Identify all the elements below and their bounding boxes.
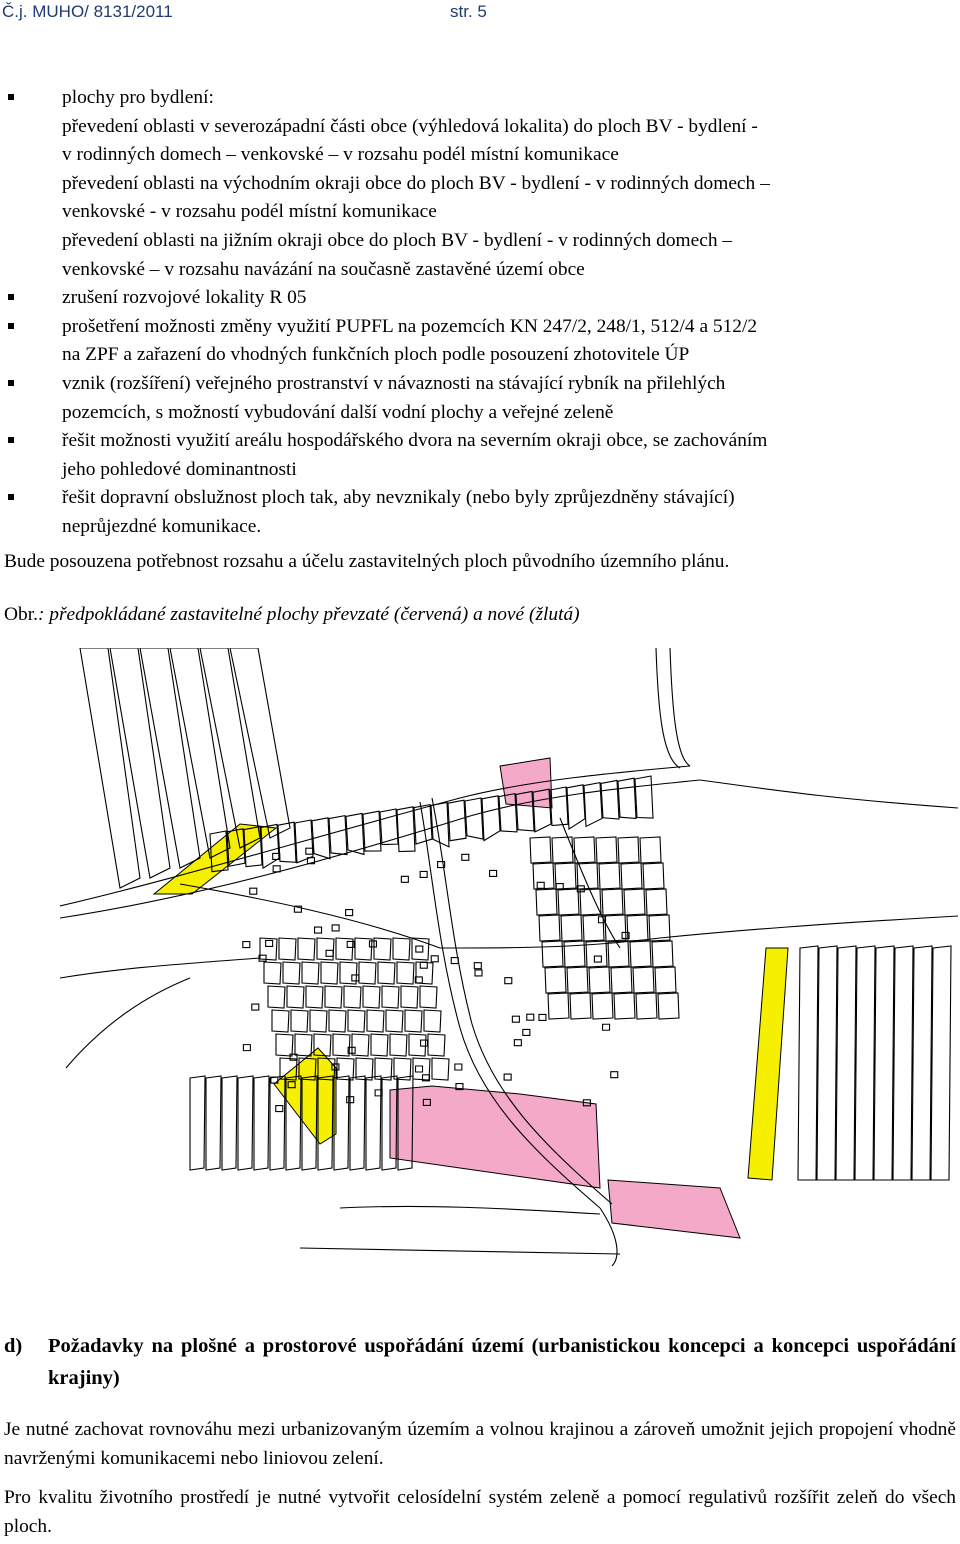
map-building <box>416 1066 423 1072</box>
map-parcel <box>295 1034 312 1056</box>
map-parcel <box>533 863 554 889</box>
map-parcel <box>264 962 281 984</box>
map-parcel <box>655 967 676 993</box>
map-parcel <box>325 986 342 1008</box>
map-building <box>611 1072 618 1078</box>
list-item <box>4 313 958 370</box>
map-building <box>252 1004 259 1010</box>
bullet-square-icon <box>8 94 14 100</box>
map-parcel <box>635 776 653 818</box>
map-parcel <box>409 1034 426 1056</box>
map-parcel <box>283 962 300 984</box>
map-parcel <box>618 778 636 818</box>
map-building <box>539 1014 546 1020</box>
map-parcel <box>558 889 579 915</box>
map-parcel <box>561 915 582 941</box>
map-parcel <box>238 1076 253 1170</box>
map-parcel <box>542 941 563 967</box>
map-building <box>250 888 257 894</box>
map-parcel <box>798 946 818 1180</box>
map-building <box>420 871 427 877</box>
list-item <box>4 427 958 484</box>
map-parcel <box>420 986 437 1008</box>
map-parcel <box>363 811 381 851</box>
map-building <box>514 1040 521 1046</box>
map-building <box>273 866 280 872</box>
page-number: str. 5 <box>450 2 487 21</box>
map-parcel <box>583 915 604 941</box>
list-item-line: prošetření možnosti změny využití PUPFL na pozemcích KN 247/2, 248/1, 512/4 a 512/2 <box>62 315 758 337</box>
map-parcel <box>646 889 667 915</box>
list-item-line: venkovské – v rozsahu navázání na současně zastavěné území obce <box>62 258 585 280</box>
map-parcel <box>397 807 415 852</box>
map-parcel <box>298 938 315 960</box>
map-parcel <box>627 915 648 941</box>
yellow-zone-northwest <box>154 824 276 894</box>
map-parcel <box>614 993 635 1019</box>
map-building <box>346 910 353 916</box>
map-parcel <box>482 796 500 841</box>
map-parcel <box>893 946 913 1180</box>
map-parcel <box>393 938 410 960</box>
map-building <box>594 956 601 962</box>
requirements-list <box>4 84 958 542</box>
document-reference: Č.j. MUHO/ 8131/2011 <box>2 2 173 21</box>
pink-zone-north <box>500 758 552 808</box>
map-building <box>352 975 359 981</box>
list-item <box>4 284 958 313</box>
map-parcel <box>291 1010 308 1032</box>
page-header <box>2 2 942 24</box>
map-parcel <box>254 1076 269 1170</box>
section-label: d) <box>4 1335 23 1357</box>
map-parcel <box>630 941 651 967</box>
map-parcel <box>260 938 277 960</box>
map-parcel <box>302 962 319 984</box>
map-parcel <box>405 1010 422 1032</box>
map-parcel <box>344 986 361 1008</box>
map-parcel <box>836 946 856 1180</box>
map-building <box>474 963 481 969</box>
list-item-line: v rodinných domech – venkovské – v rozsahu podél místní komunikace <box>62 144 619 166</box>
list-item-line: řešit dopravní obslužnost ploch tak, aby nevznikaly (nebo byly zprůjezdněny stávající) <box>62 487 735 509</box>
map-parcel <box>386 1010 403 1032</box>
paragraph-balance: Je nutné zachovat rovnováhu mezi urbanizovaným územím a volnou krajinou a zároveň umožnit jejich propojení vhodně navrženými komunikacemi nebo liniovou zelení. <box>4 1419 956 1469</box>
map-parcel <box>567 785 585 829</box>
map-parcel <box>272 1010 289 1032</box>
map-parcel <box>596 837 617 863</box>
map-building <box>243 1045 250 1051</box>
map-parcel <box>230 648 290 838</box>
bullet-square-icon <box>8 437 14 443</box>
map-parcel <box>222 1076 237 1170</box>
bullet-square-icon <box>8 380 14 386</box>
map-parcel <box>414 805 432 844</box>
section-title: Požadavky na plošné a prostorové uspořádání území (urbanistickou koncepci a koncepci uspořádání krajiny) <box>48 1335 956 1389</box>
paragraph-plans: Bude posouzena potřebnost rozsahu a účelu zastavitelných ploch původního územního plánu. <box>4 551 730 572</box>
map-building <box>369 941 376 947</box>
map-building <box>505 978 512 984</box>
map-parcel <box>306 986 323 1008</box>
map-parcel <box>658 993 679 1019</box>
map-parcel <box>530 837 551 863</box>
map-parcel <box>276 1034 293 1056</box>
map-parcel <box>624 889 645 915</box>
list-item-line: jeho pohledové dominantnosti <box>62 458 297 480</box>
list-item-line: zrušení rozvojové lokality R 05 <box>62 287 307 309</box>
map-parcel <box>333 1034 350 1056</box>
bullet-square-icon <box>8 294 14 300</box>
map-parcel <box>350 1076 365 1170</box>
map-building <box>306 848 313 854</box>
map-building <box>326 950 333 956</box>
map-parcel <box>931 946 951 1180</box>
list-item-line: venkovské - v rozsahu podél místní komunikace <box>62 201 437 223</box>
figure-caption-text: : předpokládané zastavitelné plochy převzaté (červená) a nové (žlutá) <box>37 604 580 625</box>
map-parcel <box>352 1034 369 1056</box>
map-parcel <box>279 938 296 960</box>
map-parcel <box>401 986 418 1008</box>
map-parcel <box>874 946 894 1180</box>
map-building <box>475 970 482 976</box>
list-item-line: převedení oblasti na východním okraji obce do ploch BV - bydlení - v rodinných domech – <box>62 172 770 194</box>
map-building <box>455 1064 462 1070</box>
list-item <box>4 370 958 427</box>
map-building <box>462 854 469 860</box>
map-parcel <box>371 1034 388 1056</box>
map-parcel <box>390 1034 407 1056</box>
map-parcel <box>539 915 560 941</box>
map-parcel <box>855 946 875 1180</box>
village-plan-map <box>60 648 958 1266</box>
map-parcel <box>601 780 619 819</box>
map-parcel <box>536 889 557 915</box>
map-building <box>527 1014 534 1020</box>
map-parcel <box>329 1010 346 1032</box>
map-parcel <box>552 837 573 863</box>
map-parcel <box>643 863 664 889</box>
list-item-line: neprůjezdné komunikace. <box>62 515 262 537</box>
map-building <box>512 1016 519 1022</box>
map-parcel <box>912 946 932 1180</box>
map-parcel <box>363 986 380 1008</box>
list-item-line: převedení oblasti v severozápadní části obce (výhledová lokalita) do ploch BV - bydlení - <box>62 115 758 137</box>
map-building <box>431 956 438 962</box>
map-parcel <box>621 863 642 889</box>
map-parcel <box>367 1010 384 1032</box>
map-parcel <box>432 1058 449 1080</box>
map-building <box>523 1029 530 1035</box>
map-building <box>537 882 544 888</box>
map-parcel <box>416 962 433 984</box>
map-parcel <box>570 993 591 1019</box>
map-parcel <box>310 1010 327 1032</box>
list-item-line: na ZPF a zařazení do vhodných funkčních ploch podle posouzení zhotovitele ÚP <box>62 344 690 366</box>
map-building <box>490 870 497 876</box>
map-building <box>416 946 423 952</box>
map-parcel <box>618 837 639 863</box>
map-parcel <box>348 1010 365 1032</box>
list-item-line: plochy pro bydlení: <box>62 87 214 108</box>
list-item-line: vznik (rozšíření) veřejného prostranství v návaznosti na stávající rybník na přilehlých <box>62 372 726 394</box>
map-parcel <box>278 822 296 862</box>
map-parcel <box>268 986 285 1008</box>
map-parcel <box>640 837 661 863</box>
map-parcel <box>602 889 623 915</box>
map-building <box>451 958 458 964</box>
map-parcel <box>652 941 673 967</box>
map-parcel <box>633 967 654 993</box>
list-item <box>4 84 958 284</box>
list-item-line: pozemcích, s možností vybudování další vodní plochy a veřejné zeleně <box>62 401 614 423</box>
map-parcel <box>611 967 632 993</box>
map-parcel <box>190 1076 205 1170</box>
map-parcel <box>567 967 588 993</box>
yellow-zone-southwest <box>274 1048 336 1144</box>
bullet-square-icon <box>8 323 14 329</box>
map-parcel <box>424 1010 441 1032</box>
map-parcel <box>465 798 483 839</box>
map-parcel <box>636 993 657 1019</box>
paragraph-greenery: Pro kvalitu životního prostředí je nutné vytvořit celosídelní systém zeleně a pomocí regulativů rozšířit zeleň do všech ploch. <box>4 1487 956 1537</box>
map-parcel <box>584 783 602 827</box>
pink-zone-south-a <box>390 1086 600 1188</box>
map-building <box>315 927 322 933</box>
map-parcel <box>397 962 414 984</box>
list-item-line: řešit možnosti využití areálu hospodářského dvora na severním okraji obce, se zachováním <box>62 430 768 452</box>
list-item <box>4 484 958 541</box>
map-building <box>266 940 273 946</box>
map-parcel <box>428 1034 445 1056</box>
map-parcel <box>545 967 566 993</box>
map-parcel <box>329 816 347 855</box>
map-parcel <box>817 946 837 1180</box>
map-building <box>332 925 339 931</box>
map-parcel <box>287 986 304 1008</box>
map-building <box>421 1040 428 1046</box>
figure-label: Obr. <box>4 604 38 625</box>
figure-caption <box>4 601 580 629</box>
map-building <box>401 876 408 882</box>
map-parcel <box>592 993 613 1019</box>
map-parcel <box>599 863 620 889</box>
list-item-line: převedení oblasti na jižním okraji obce do ploch BV - bydlení - v rodinných domech – <box>62 229 733 251</box>
map-parcel <box>548 993 569 1019</box>
map-building <box>504 1074 511 1080</box>
map-building <box>603 1024 610 1030</box>
map-building <box>276 1106 283 1112</box>
map-parcel <box>206 1076 221 1170</box>
bullet-square-icon <box>8 494 14 500</box>
map-parcel <box>382 986 399 1008</box>
map-parcel <box>589 967 610 993</box>
map-parcel <box>378 962 395 984</box>
pink-zone-south-b <box>608 1180 740 1238</box>
map-building <box>243 942 250 948</box>
map-parcel <box>550 787 568 826</box>
yellow-zone-east <box>748 948 788 1180</box>
map-parcel <box>555 863 576 889</box>
section-heading <box>4 1330 956 1394</box>
map-parcel <box>359 962 376 984</box>
map-parcel <box>321 962 338 984</box>
